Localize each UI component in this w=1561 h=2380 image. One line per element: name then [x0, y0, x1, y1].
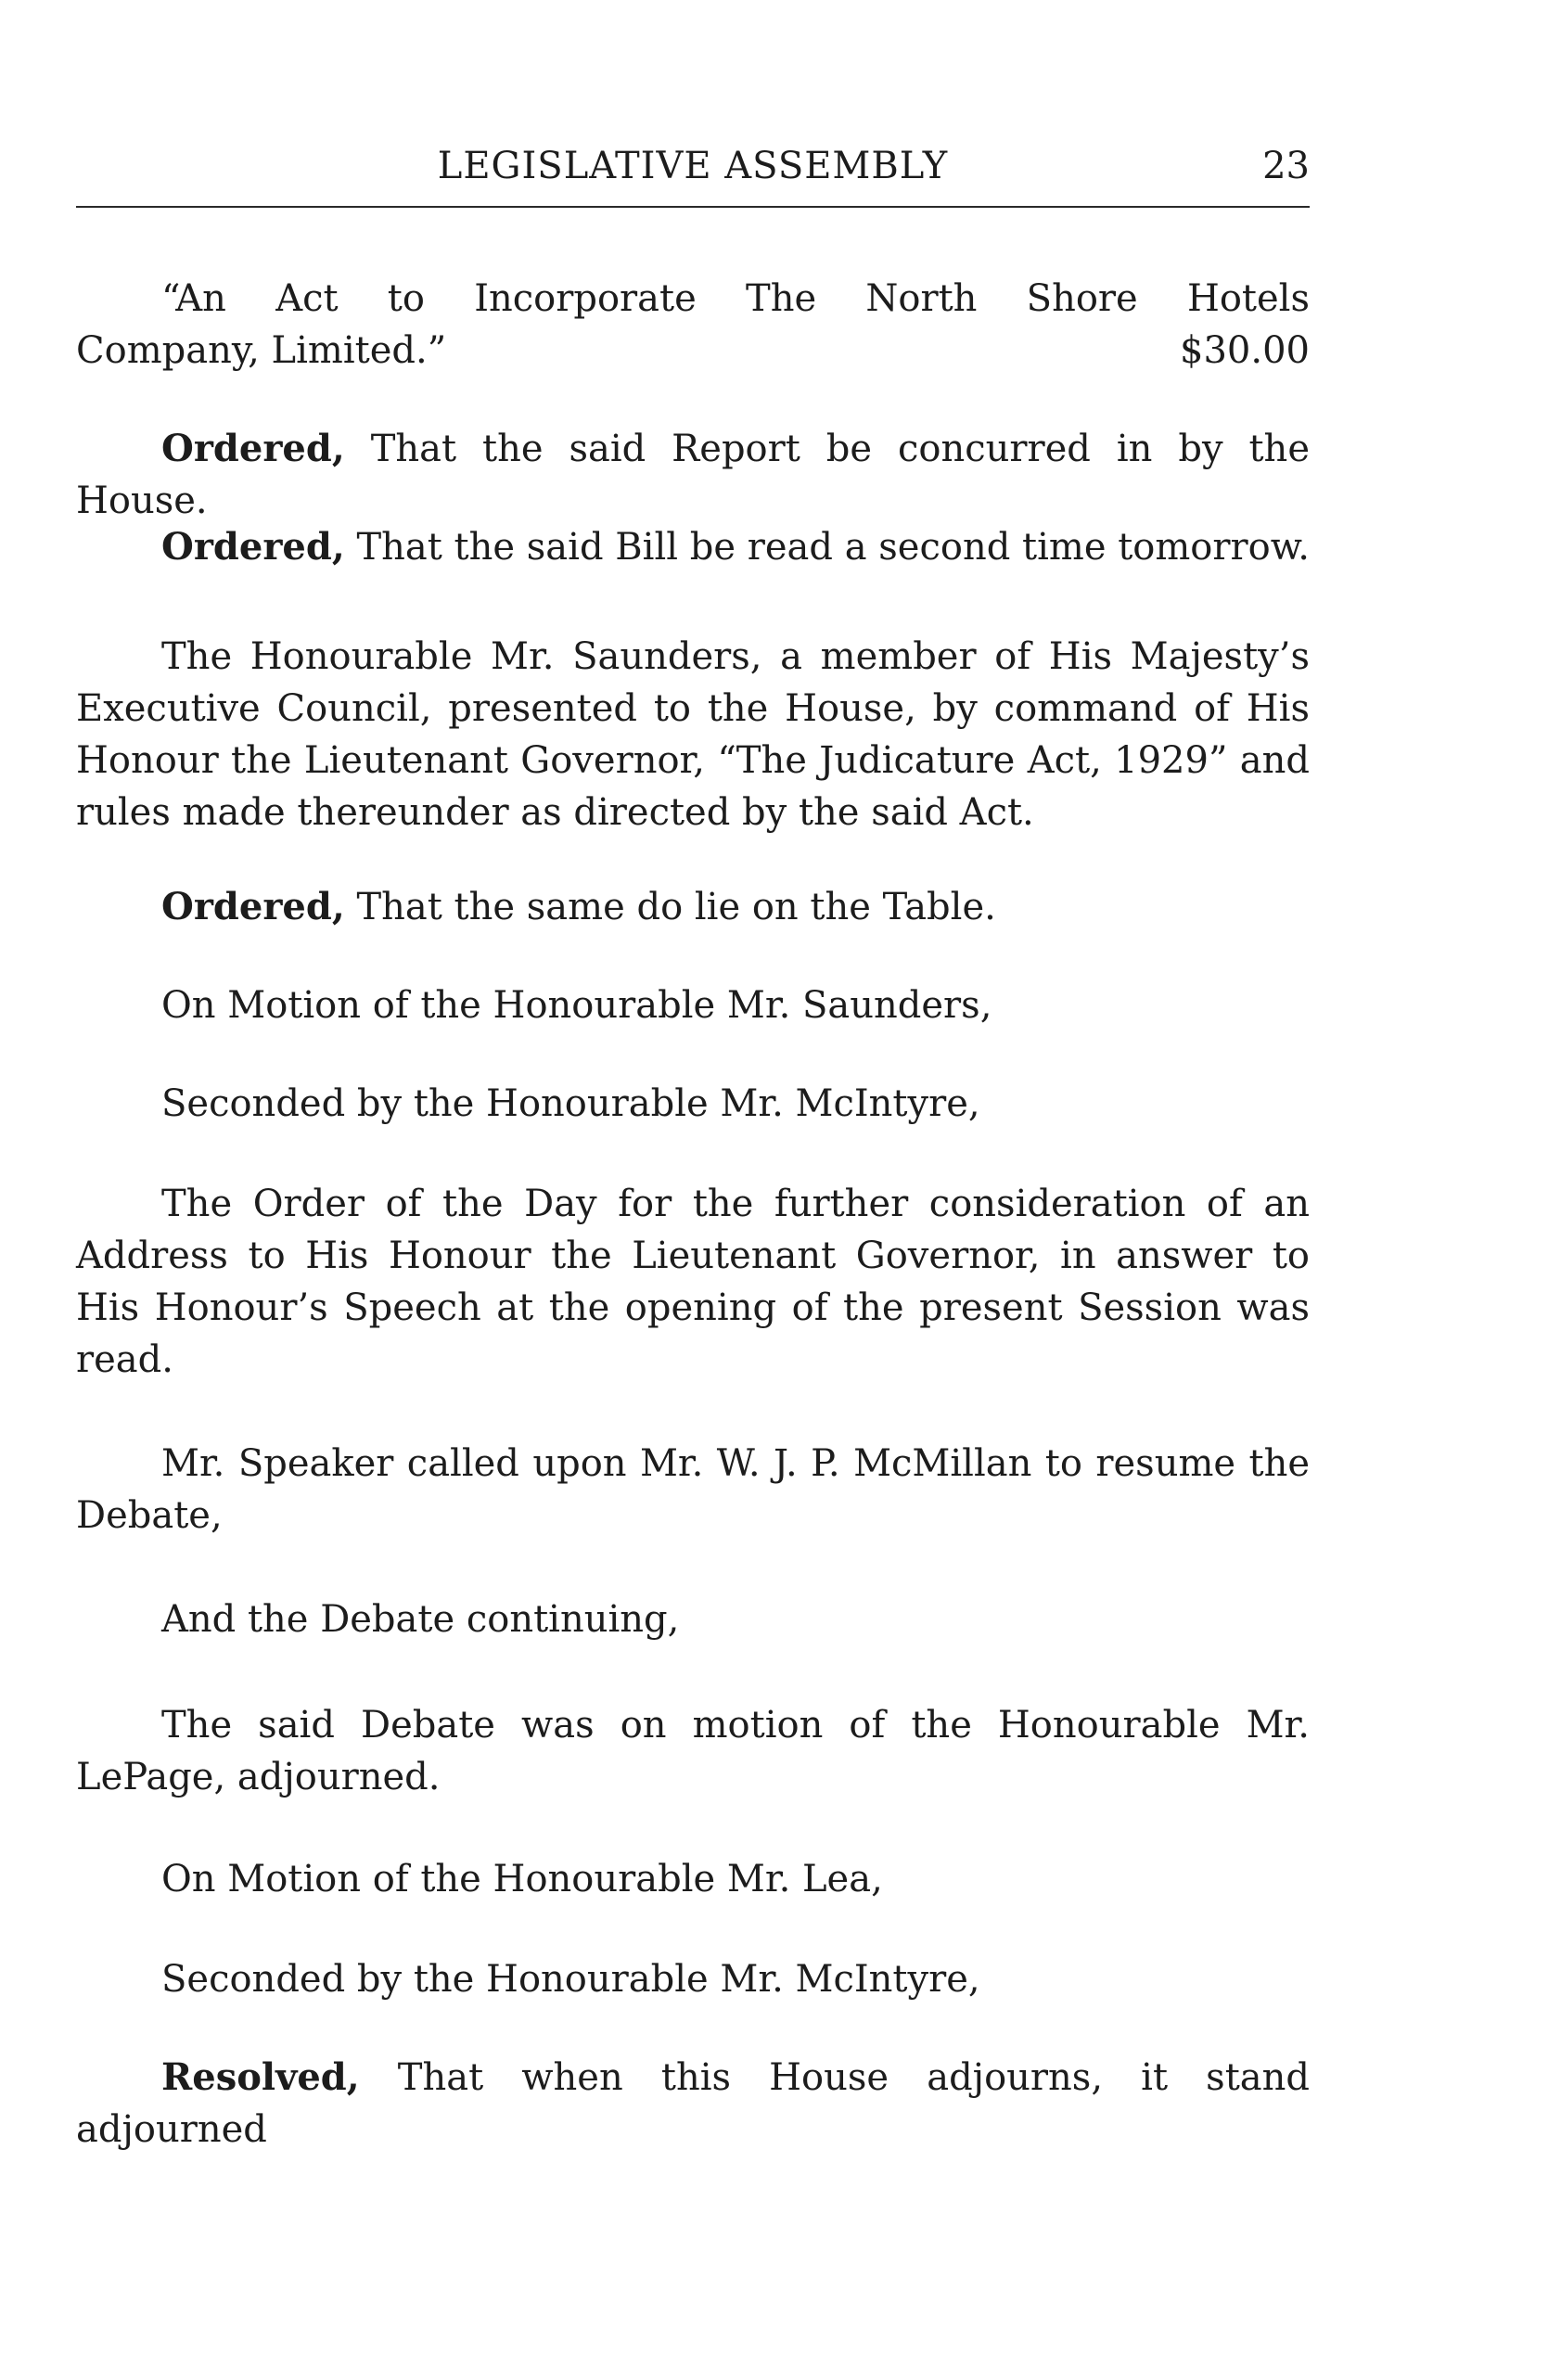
paragraph-judicature-act: The Honourable Mr. Saunders, a member of His Majesty’s Executive Council, presented to the House, by command of His Honour the Lieutenant Governor, “The Judicature Act, 1929” and rules made thereunder as directed by the said Act. — [76, 635, 1310, 834]
page-number: 23 — [1262, 145, 1310, 187]
seconded-mcintyre: Seconded by the Honourable Mr. McIntyre, — [161, 1082, 980, 1125]
running-title: LEGISLATIVE ASSEMBLY — [437, 145, 949, 187]
ordered-report-concurred — [76, 423, 1310, 527]
ordered-text: That the said Bill be read a second time tomorrow. — [344, 526, 1310, 569]
ordered-lie-on-table — [76, 881, 1310, 933]
paragraph-debate-continuing: And the Debate continuing, — [161, 1598, 680, 1641]
ordered-label: Ordered, — [161, 427, 345, 470]
ordered-text: That the said Report be concurred in by the House. — [76, 428, 1310, 522]
ordered-label: Ordered, — [161, 885, 345, 928]
page — [76, 0, 1310, 2380]
paragraph-order-of-day: The Order of the Day for the further consideration of an Address to His Honour the Lieutenant Governor, in answer to His Honour’s Speech at the opening of the present Session was read. — [76, 1183, 1310, 1381]
resolved-label: Resolved, — [161, 2055, 360, 2099]
ordered-label: Ordered, — [161, 525, 345, 569]
paragraph-debate-adjourned: The said Debate was on motion of the Honourable Mr. LePage, adjourned. — [76, 1704, 1310, 1798]
ordered-text: That the same do lie on the Table. — [344, 886, 996, 928]
resolved-adjourn — [76, 2052, 1310, 2156]
motion-lea: On Motion of the Honourable Mr. Lea, — [161, 1858, 883, 1900]
header-rule — [76, 206, 1310, 208]
page-header — [76, 139, 1310, 195]
bill-fee: $30.00 — [1180, 329, 1310, 372]
bill-title-line2-row — [76, 325, 1310, 377]
bill-title-line1: “An Act to Incorporate The North Shore Hotels — [161, 277, 1310, 320]
ordered-second-reading — [76, 521, 1310, 573]
seconded-mcintyre-2: Seconded by the Honourable Mr. McIntyre, — [161, 1958, 980, 2001]
bill-title-line2: Company, Limited.” — [76, 329, 447, 372]
resolved-text: That when this House adjourns, it stand adjourned — [76, 2056, 1310, 2151]
motion-saunders: On Motion of the Honourable Mr. Saunders, — [161, 984, 992, 1027]
paragraph-speaker-called: Mr. Speaker called upon Mr. W. J. P. McMillan to resume the Debate, — [76, 1442, 1310, 1537]
